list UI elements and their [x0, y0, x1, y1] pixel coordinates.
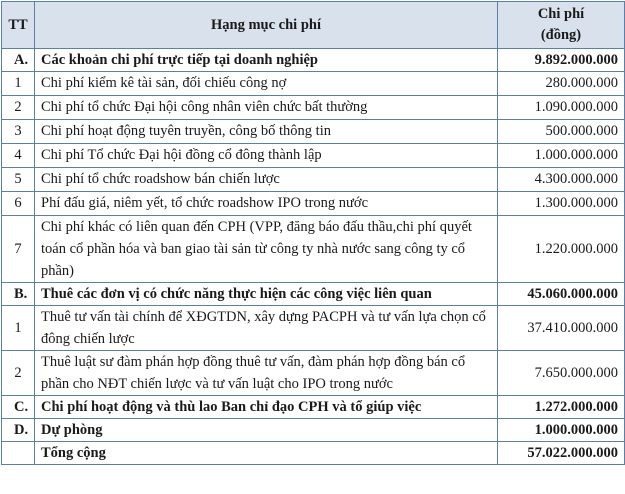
total-row: [2, 442, 625, 465]
table-row: [2, 72, 625, 96]
table-row: [2, 168, 625, 192]
item-desc: Phí đấu giá, niêm yết, tổ chức roadshow IPO trong nước: [35, 192, 498, 216]
header-tt: TT: [2, 2, 35, 49]
section-amount: 1.272.000.000: [498, 396, 625, 419]
item-no: 2: [2, 96, 35, 120]
item-desc: Chi phí kiểm kê tài sản, đối chiếu công nợ: [35, 72, 498, 96]
item-no: 2: [2, 351, 35, 396]
item-no: 4: [2, 144, 35, 168]
item-desc: Chi phí tổ chức roadshow bán chiến lược: [35, 168, 498, 192]
section-row-b: [2, 283, 625, 306]
section-amount: 9.892.000.000: [498, 49, 625, 72]
header-row: [2, 2, 625, 49]
section-code: C.: [2, 396, 35, 419]
table-row: [2, 96, 625, 120]
item-desc: Chi phí khác có liên quan đến CPH (VPP, đăng báo đấu thầu,chi phí quyết toán cổ phần hóa và ban giao tài sản từ công ty nhà nước sang công ty cổ phần): [35, 216, 498, 283]
header-cost-line1: Chi phí: [537, 6, 585, 22]
item-amount: 280.000.000: [498, 72, 625, 96]
section-title: Các khoản chi phí trực tiếp tại doanh nghiệp: [35, 49, 498, 72]
item-no: 1: [2, 306, 35, 351]
table-row: [2, 306, 625, 351]
section-title: Dự phòng: [35, 419, 498, 442]
section-code: B.: [2, 283, 35, 306]
section-code: D.: [2, 419, 35, 442]
total-blank: [2, 442, 35, 465]
section-title: Chi phí hoạt động và thù lao Ban chỉ đạo CPH và tổ giúp việc: [35, 396, 498, 419]
item-desc: Chi phí tổ chức Đại hội công nhân viên chức bất thường: [35, 96, 498, 120]
item-amount: 1.090.000.000: [498, 96, 625, 120]
header-cost: [498, 2, 625, 49]
table-row: [2, 351, 625, 396]
item-desc: Chi phí hoạt động tuyên truyền, công bố thông tin: [35, 120, 498, 144]
item-amount: 1.000.000.000: [498, 144, 625, 168]
section-amount: 45.060.000.000: [498, 283, 625, 306]
item-amount: 7.650.000.000: [498, 351, 625, 396]
item-amount: 37.410.000.000: [498, 306, 625, 351]
item-amount: 1.300.000.000: [498, 192, 625, 216]
section-row-c: [2, 396, 625, 419]
section-title: Thuê các đơn vị có chức năng thực hiện các công việc liên quan: [35, 283, 498, 306]
header-item: Hạng mục chi phí: [35, 2, 498, 49]
item-amount: 4.300.000.000: [498, 168, 625, 192]
item-desc: Thuê tư vấn tài chính để XĐGTDN, xây dựng PACPH và tư vấn lựa chọn cổ đông chiến lược: [35, 306, 498, 351]
table-row: [2, 144, 625, 168]
item-amount: 1.220.000.000: [498, 216, 625, 283]
table-row: [2, 120, 625, 144]
item-no: 7: [2, 216, 35, 283]
item-amount: 500.000.000: [498, 120, 625, 144]
table-row: [2, 192, 625, 216]
section-row-d: [2, 419, 625, 442]
total-amount: 57.022.000.000: [498, 442, 625, 465]
section-row-a: [2, 49, 625, 72]
item-desc: Chi phí Tổ chức Đại hội đồng cổ đông thành lập: [35, 144, 498, 168]
section-code: A.: [2, 49, 35, 72]
total-label: Tổng cộng: [35, 442, 498, 465]
item-no: 5: [2, 168, 35, 192]
item-no: 6: [2, 192, 35, 216]
header-cost-line2: (đồng): [540, 27, 582, 43]
item-no: 3: [2, 120, 35, 144]
item-desc: Thuê luật sư đàm phán hợp đồng thuê tư vấn, đàm phán hợp đồng bán cổ phần cho NĐT chiến lược và tư vấn luật cho IPO trong nước: [35, 351, 498, 396]
section-amount: 1.000.000.000: [498, 419, 625, 442]
table-row: [2, 216, 625, 283]
item-no: 1: [2, 72, 35, 96]
cost-table: [1, 1, 625, 465]
